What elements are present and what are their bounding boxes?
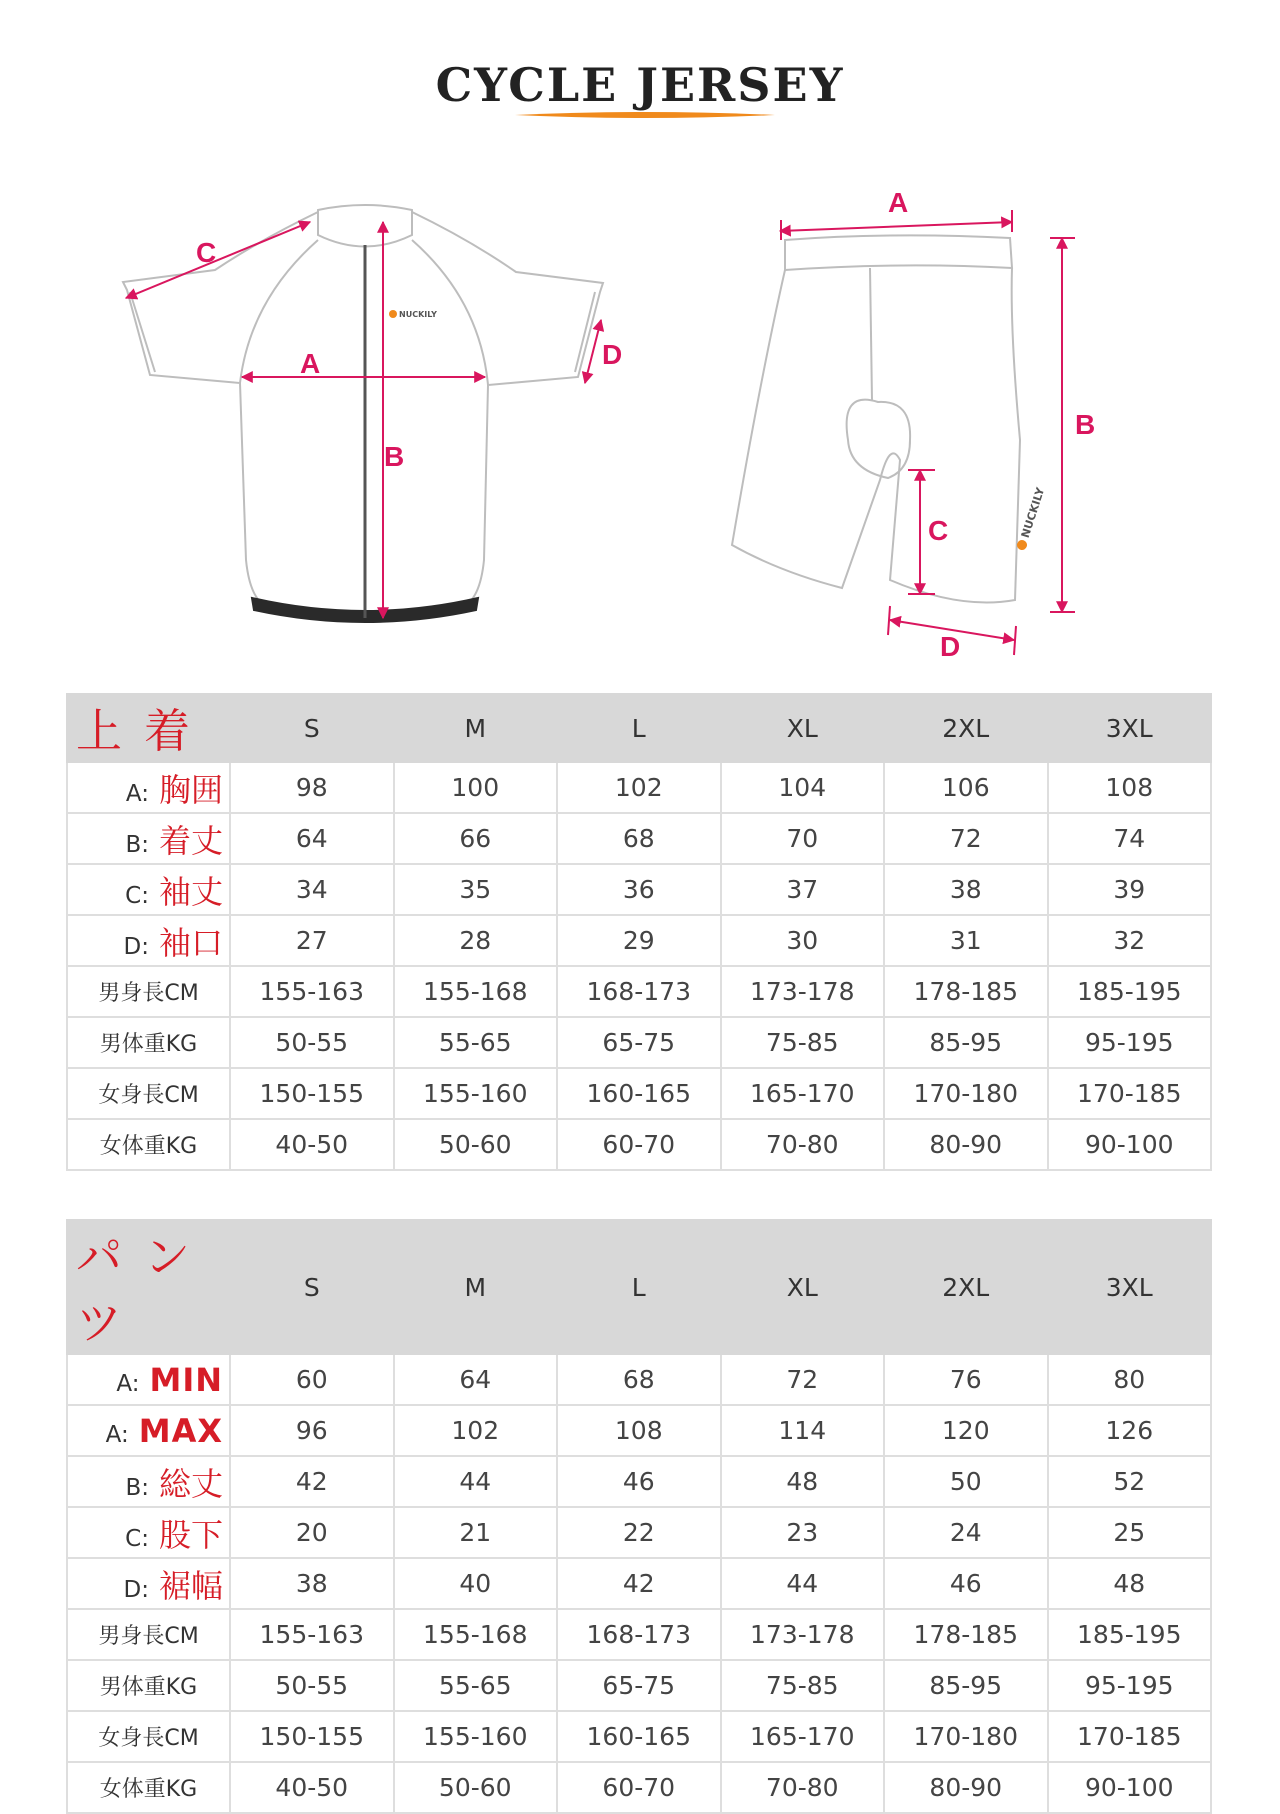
table-cell: 50-60 [394,1762,558,1813]
table-cell: 60-70 [557,1119,721,1170]
table-row [67,1558,1211,1609]
row-label [67,1507,230,1558]
table-cell: 48 [721,1456,885,1507]
table-cell: 27 [230,915,394,966]
table-cell: 155-168 [394,966,558,1017]
row-measure-name: 胸囲 [158,770,223,809]
row-letter: B: [125,1474,149,1501]
row-letter: A: [116,1370,140,1397]
table-cell: 75-85 [721,1660,885,1711]
table-corner-title: 上着 [67,694,230,762]
pants-label-c: C [928,515,949,546]
table-cell: 80-90 [884,1762,1048,1813]
table-cell: 44 [721,1558,885,1609]
table-cell: 155-168 [394,1609,558,1660]
row-measure-name: MAX [138,1411,223,1450]
table-cell: 95-195 [1048,1017,1212,1068]
table-cell: 155-160 [394,1711,558,1762]
table-row [67,1609,1211,1660]
table-row [67,1354,1211,1405]
table-cell: 55-65 [394,1660,558,1711]
table-cell: 98 [230,762,394,813]
row-measure-name: 袖口 [158,923,223,962]
table-cell: 24 [884,1507,1048,1558]
pants-label-b: B [1075,409,1096,440]
table-cell: 160-165 [557,1068,721,1119]
table-cell: 36 [557,864,721,915]
table-cell: 70-80 [721,1119,885,1170]
row-label: 女体重KG [67,1119,230,1170]
table-cell: 20 [230,1507,394,1558]
table-cell: 126 [1048,1405,1212,1456]
jersey-label-a: A [300,348,321,379]
table-cell: 40 [394,1558,558,1609]
row-label [67,1354,230,1405]
table-cell: 76 [884,1354,1048,1405]
table-cell: 70-80 [721,1762,885,1813]
row-label [67,1405,230,1456]
table-row [67,1456,1211,1507]
table-cell: 65-75 [557,1660,721,1711]
table-cell: 178-185 [884,1609,1048,1660]
table-cell: 21 [394,1507,558,1558]
table-cell: 50-55 [230,1660,394,1711]
table-cell: 50-55 [230,1017,394,1068]
size-header: L [557,694,721,762]
measurement-diagrams [0,150,1280,670]
table-cell: 108 [557,1405,721,1456]
table-cell: 150-155 [230,1711,394,1762]
table-cell: 66 [394,813,558,864]
table-cell: 95-195 [1048,1660,1212,1711]
table-cell: 60 [230,1354,394,1405]
table-cell: 173-178 [721,1609,885,1660]
table-cell: 165-170 [721,1711,885,1762]
row-label: 女体重KG [67,1762,230,1813]
table-row [67,1405,1211,1456]
table-row [67,1017,1211,1068]
title-underline [515,111,775,119]
table-cell: 50 [884,1456,1048,1507]
table-cell: 80 [1048,1354,1212,1405]
table-cell: 70 [721,813,885,864]
table-cell: 64 [394,1354,558,1405]
jersey-size-table [66,693,1212,1171]
table-cell: 52 [1048,1456,1212,1507]
table-cell: 170-185 [1048,1068,1212,1119]
table-row [67,1711,1211,1762]
row-label [67,864,230,915]
row-letter: D: [123,933,149,960]
table-cell: 90-100 [1048,1762,1212,1813]
table-cell: 168-173 [557,1609,721,1660]
table-cell: 30 [721,915,885,966]
table-cell: 170-180 [884,1068,1048,1119]
table-cell: 38 [230,1558,394,1609]
table-corner-title: パンツ [67,1220,230,1354]
table-cell: 46 [884,1558,1048,1609]
table-cell: 178-185 [884,966,1048,1017]
size-header: 2XL [884,694,1048,762]
table-cell: 40-50 [230,1119,394,1170]
table-cell: 104 [721,762,885,813]
table-row [67,915,1211,966]
table-cell: 96 [230,1405,394,1456]
row-label [67,813,230,864]
pants-measure-lines [780,210,1075,655]
table-row [67,1660,1211,1711]
table-cell: 155-163 [230,966,394,1017]
table-cell: 29 [557,915,721,966]
table-cell: 25 [1048,1507,1212,1558]
row-letter: B: [125,831,149,858]
table-cell: 32 [1048,915,1212,966]
row-measure-name: 総丈 [158,1464,223,1503]
table-cell: 102 [557,762,721,813]
row-label: 男体重KG [67,1660,230,1711]
table-cell: 106 [884,762,1048,813]
row-letter: D: [123,1576,149,1603]
table-cell: 150-155 [230,1068,394,1119]
row-measure-name: MIN [149,1360,223,1399]
table-cell: 72 [721,1354,885,1405]
table-cell: 68 [557,813,721,864]
table-cell: 22 [557,1507,721,1558]
table-cell: 114 [721,1405,885,1456]
pants-label-d: D [940,631,961,662]
jersey-label-b: B [384,441,405,472]
table-row [67,1507,1211,1558]
table-row [67,864,1211,915]
jersey-label-c: C [196,237,217,268]
row-label [67,1558,230,1609]
table-cell: 55-65 [394,1017,558,1068]
table-cell: 165-170 [721,1068,885,1119]
size-header: 2XL [884,1220,1048,1354]
table-cell: 85-95 [884,1660,1048,1711]
table-row [67,966,1211,1017]
table-cell: 102 [394,1405,558,1456]
table-cell: 64 [230,813,394,864]
size-header: XL [721,694,885,762]
table-cell: 185-195 [1048,966,1212,1017]
table-cell: 75-85 [721,1017,885,1068]
row-measure-name: 着丈 [158,821,223,860]
row-measure-name: 袖丈 [158,872,223,911]
size-header: L [557,1220,721,1354]
pants-size-table [66,1219,1212,1814]
table-cell: 28 [394,915,558,966]
table-header-row [67,1220,1211,1354]
table-cell: 37 [721,864,885,915]
table-cell: 42 [230,1456,394,1507]
size-header: S [230,694,394,762]
table-cell: 68 [557,1354,721,1405]
table-cell: 160-165 [557,1711,721,1762]
table-cell: 170-185 [1048,1711,1212,1762]
table-cell: 90-100 [1048,1119,1212,1170]
table-cell: 23 [721,1507,885,1558]
table-cell: 108 [1048,762,1212,813]
table-cell: 100 [394,762,558,813]
table-cell: 72 [884,813,1048,864]
size-header: S [230,1220,394,1354]
table-cell: 185-195 [1048,1609,1212,1660]
table-cell: 50-60 [394,1119,558,1170]
row-letter: C: [125,1525,149,1552]
table-cell: 155-160 [394,1068,558,1119]
table-cell: 80-90 [884,1119,1048,1170]
row-label: 男身長CM [67,966,230,1017]
table-cell: 31 [884,915,1048,966]
table-cell: 38 [884,864,1048,915]
page-title: CYCLE JERSEY [435,58,845,112]
table-cell: 39 [1048,864,1212,915]
table-row [67,813,1211,864]
jersey-illustration [123,205,603,622]
row-label: 女身長CM [67,1068,230,1119]
table-cell: 173-178 [721,966,885,1017]
table-row [67,762,1211,813]
size-header: XL [721,1220,885,1354]
jersey-brand-logo [389,310,437,319]
table-cell: 35 [394,864,558,915]
table-cell: 48 [1048,1558,1212,1609]
row-measure-name: 股下 [158,1515,223,1554]
table-cell: 120 [884,1405,1048,1456]
row-label: 女身長CM [67,1711,230,1762]
row-label: 男身長CM [67,1609,230,1660]
table-cell: 44 [394,1456,558,1507]
table-cell: 60-70 [557,1762,721,1813]
table-cell: 40-50 [230,1762,394,1813]
jersey-label-d: D [602,339,623,370]
table-cell: 170-180 [884,1711,1048,1762]
pants-brand-logo [1015,485,1048,552]
row-letter: A: [125,780,149,807]
table-cell: 34 [230,864,394,915]
table-row [67,1762,1211,1813]
row-label [67,1456,230,1507]
row-letter: C: [125,882,149,909]
table-cell: 155-163 [230,1609,394,1660]
table-cell: 74 [1048,813,1212,864]
size-header: 3XL [1048,1220,1212,1354]
table-cell: 168-173 [557,966,721,1017]
table-header-row [67,694,1211,762]
row-label [67,915,230,966]
table-cell: 42 [557,1558,721,1609]
row-label: 男体重KG [67,1017,230,1068]
table-cell: 65-75 [557,1017,721,1068]
pants-illustration [732,235,1020,602]
table-cell: 85-95 [884,1017,1048,1068]
size-header: M [394,1220,558,1354]
table-row [67,1068,1211,1119]
row-label [67,762,230,813]
jersey-brand-text: NUCKILY [399,310,437,319]
pants-label-a: A [888,187,909,218]
table-row [67,1119,1211,1170]
table-cell: 46 [557,1456,721,1507]
size-header: 3XL [1048,694,1212,762]
pants-brand-text: NUCKILY [1018,485,1048,540]
row-measure-name: 裾幅 [158,1566,223,1605]
size-header: M [394,694,558,762]
row-letter: A: [105,1421,129,1448]
